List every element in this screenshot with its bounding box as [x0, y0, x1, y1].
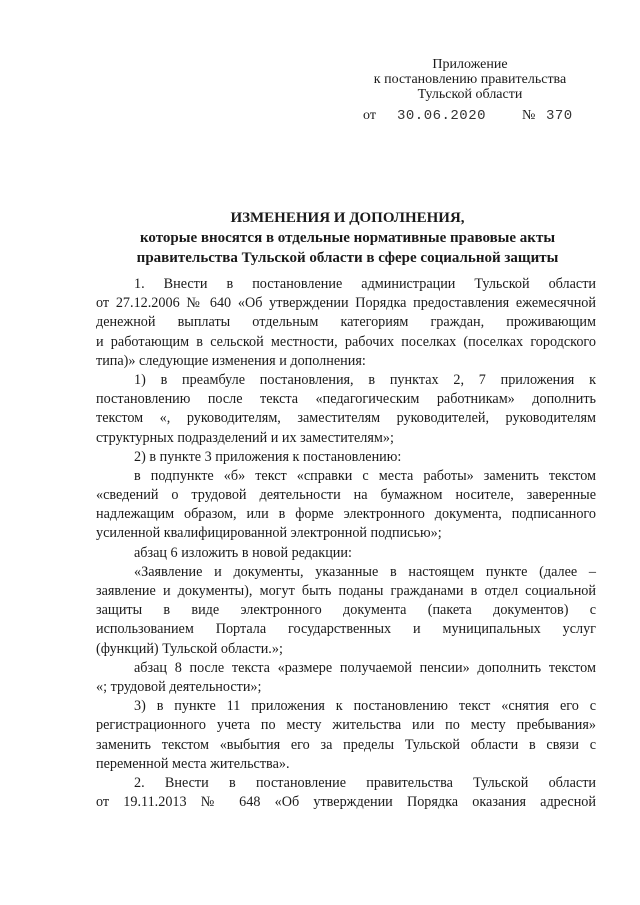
- body-line: типа)» следующие изменения и дополнения:: [96, 352, 366, 369]
- document-number: 370: [546, 108, 573, 124]
- body-line: в подпункте «б» текст «справки с места работы» заменить текстом: [134, 467, 596, 484]
- body-line: и работающим в сельской местности, рабочих поселках (поселках городского: [96, 333, 596, 350]
- appendix-subtitle: к постановлению правительства: [373, 72, 567, 87]
- body-line: надлежащим образом, или в форме электронного документа, подписанного: [96, 506, 596, 523]
- body-line: «Заявление и документы, указанные в настоящем пункте (далее –: [134, 563, 596, 580]
- body-line: 2. Внести в постановление правительства Тульской области: [134, 774, 596, 791]
- heading-title: ИЗМЕНЕНИЯ И ДОПОЛНЕНИЯ,: [230, 210, 465, 226]
- body-line: постановлению после текста «педагогическим работникам» дополнить: [96, 391, 596, 408]
- appendix-region: Тульской области: [417, 87, 523, 102]
- body-line: текстом «, руководителям, заместителям руководителей, руководителям: [96, 410, 596, 427]
- body-line: «; трудовой деятельности»;: [96, 678, 262, 695]
- body-line: 1. Внести в постановление администрации Тульской области: [134, 276, 596, 292]
- document-heading: [100, 208, 595, 268]
- heading-line-3: правительства Тульской области в сфере социальной защиты: [136, 250, 559, 266]
- body-line: заявление и документы), могут быть поданы гражданами в отдел социальной: [96, 583, 596, 599]
- body-line: абзац 8 после текста «размере получаемой пенсии» дополнить текстом: [134, 659, 596, 676]
- body-line: от 19.11.2013 № 648 «Об утверждении Порядка оказания адресной: [96, 794, 596, 811]
- body-line: использованием Портала государственных и муниципальных услуг: [96, 621, 596, 638]
- body-line: защиты в виде электронного документа (пакета документов) с: [96, 602, 596, 619]
- body-line: переменной места жительства».: [96, 755, 290, 772]
- body-line: 1) в преамбуле постановления, в пунктах 2, 7 приложения к: [134, 371, 596, 388]
- heading-line-2: которые вносятся в отдельные нормативные правовые акты: [139, 230, 556, 246]
- body-line: денежной выплаты отдельным категориям граждан, проживающим: [96, 314, 596, 331]
- appendix-title: Приложение: [432, 57, 508, 72]
- date-from-label: от: [363, 108, 376, 123]
- body-line: усиленной квалифицированной электронной подписью»;: [96, 525, 442, 542]
- body-line: от 27.12.2006 № 640 «Об утверждении Порядка предоставления ежемесячной: [96, 295, 596, 312]
- body-line: 2) в пункте 3 приложения к постановлению:: [134, 448, 402, 465]
- body-line: структурных подразделений и их заместителям»;: [96, 429, 394, 446]
- body-line: (функций) Тульской области.»;: [96, 640, 283, 657]
- body-line: 3) в пункте 11 приложения к постановлению текст «снятия его с: [134, 698, 596, 715]
- number-label: №: [522, 108, 536, 123]
- appendix-header: [360, 57, 580, 102]
- document-date: 30.06.2020: [397, 108, 487, 124]
- body-line: «сведений о трудовой деятельности на бумажном носителе, заверенные: [96, 487, 596, 504]
- document-body: [96, 275, 596, 812]
- body-line: заменить текстом «выбытия его за пределы Тульской области в связи с: [96, 736, 596, 753]
- body-line: регистрационного учета по месту жительства или по месту пребывания»: [96, 717, 596, 734]
- body-line: абзац 6 изложить в новой редакции:: [134, 544, 352, 561]
